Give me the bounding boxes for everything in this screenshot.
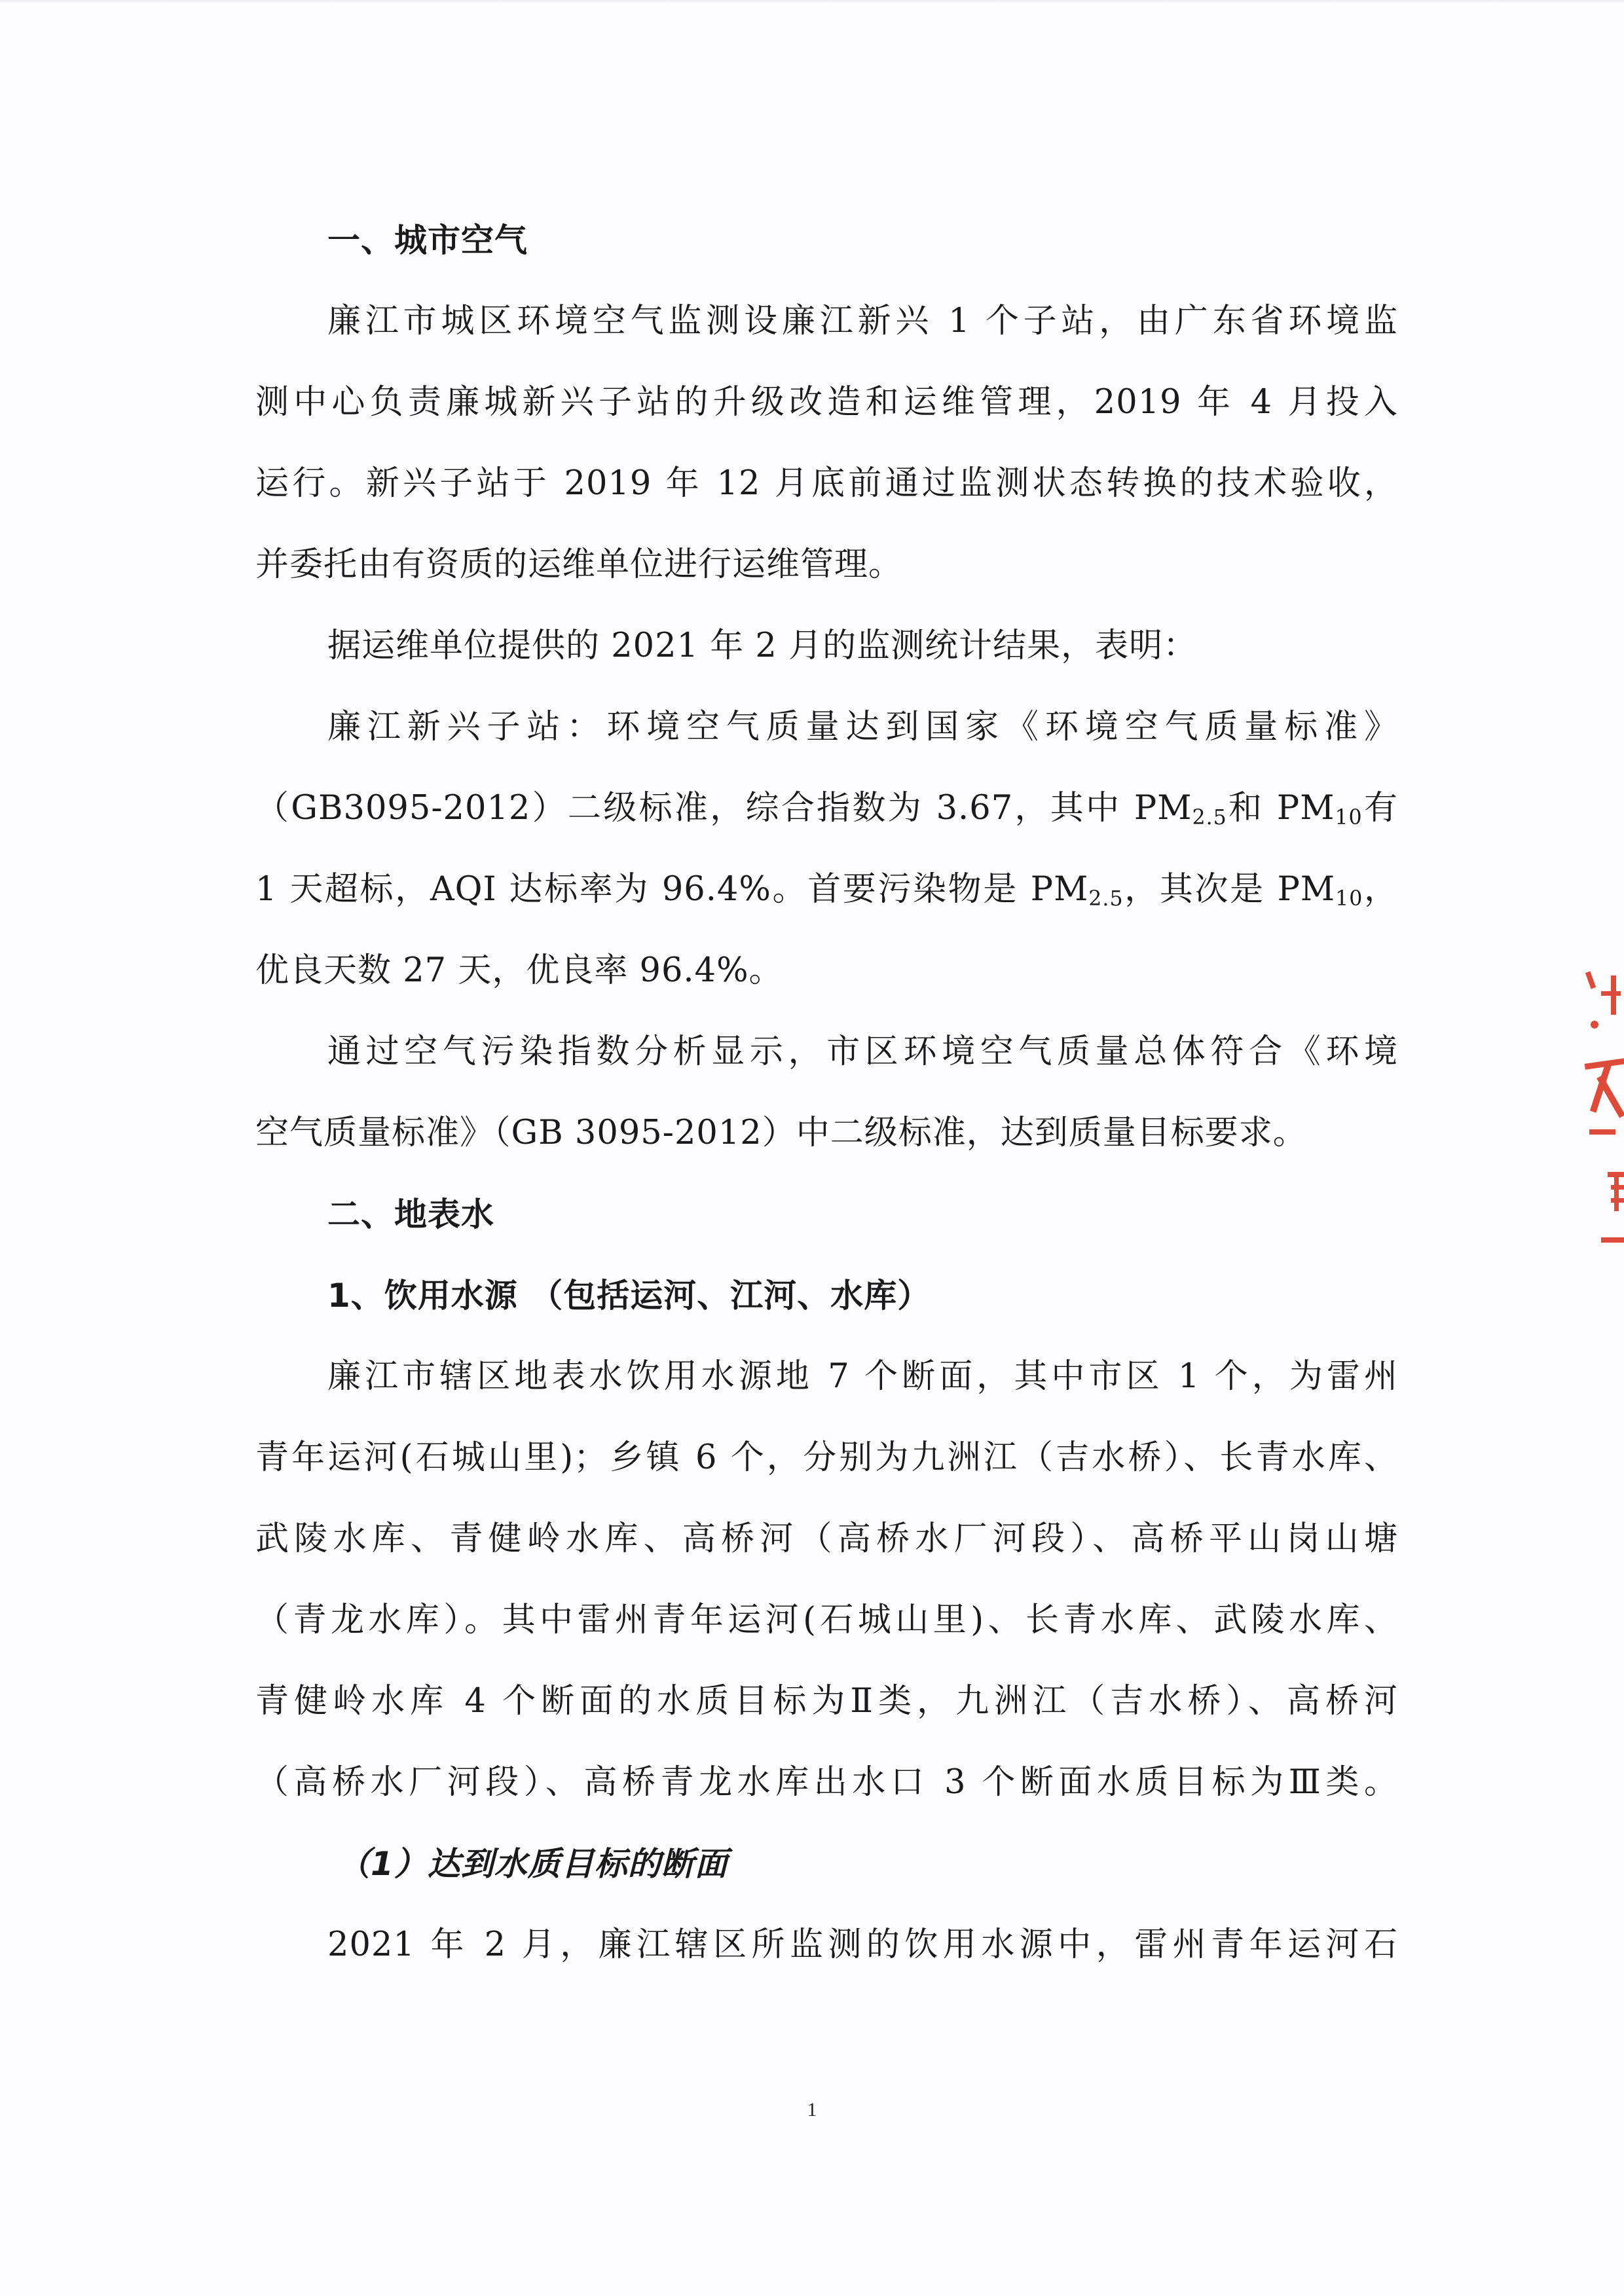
paragraph-line: （青龙水库）。其中雷州青年运河(石城山里)、长青水库、武陵水库、 bbox=[255, 1601, 1398, 1639]
paragraph-line: 廉江市辖区地表水饮用水源地 7 个断面，其中市区 1 个，为雷州 bbox=[327, 1357, 1398, 1396]
paragraph-line: 通过空气污染指数分析显示，市区环境空气质量总体符合《环境 bbox=[327, 1032, 1398, 1071]
paragraph-line: （高桥水厂河段）、高桥青龙水库出水口 3 个断面水质目标为Ⅲ类。 bbox=[255, 1763, 1398, 1802]
paragraph-line: 廉江市城区环境空气监测设廉江新兴 1 个子站，由广东省环境监 bbox=[327, 302, 1398, 340]
section-heading-city-air: 一、城市空气 bbox=[327, 221, 528, 259]
paragraph-line: 廉江新兴子站：环境空气质量达到国家《环境空气质量标准》 bbox=[327, 708, 1398, 746]
text-span: 有 bbox=[1362, 789, 1398, 828]
paragraph-line: 运行。新兴子站于 2019 年 12 月底前通过监测状态转换的技术验收， bbox=[255, 464, 1398, 503]
text-span: ，其次是 PM bbox=[1123, 870, 1336, 909]
subscript-pm25: 2.5 bbox=[1192, 805, 1227, 829]
paragraph-line: 测中心负责廉城新兴子站的升级改造和运维管理，2019 年 4 月投入 bbox=[255, 383, 1398, 422]
document-body bbox=[255, 200, 1398, 1986]
paragraph-line: 据运维单位提供的 2021 年 2 月的监测统计结果，表明： bbox=[327, 627, 1198, 665]
paragraph-line: 武陵水库、青健岭水库、高桥河（高桥水厂河段）、高桥平山岗山塘 bbox=[255, 1520, 1398, 1558]
text-span: （GB3095-2012）二级标准，综合指数为 3.67，其中 PM bbox=[255, 789, 1192, 828]
paragraph-line: 2021 年 2 月，廉江辖区所监测的饮用水源中，雷州青年运河石 bbox=[327, 1925, 1398, 1964]
text-span: ， bbox=[1363, 870, 1398, 909]
text-span: 和 PM bbox=[1227, 789, 1335, 828]
paragraph-line: 优良天数 27 天，优良率 96.4%。 bbox=[255, 951, 783, 990]
paragraph-line-pm bbox=[255, 768, 1398, 849]
subscript-pm10: 10 bbox=[1335, 805, 1363, 829]
paragraph-line: 青健岭水库 4 个断面的水质目标为Ⅱ类，九洲江（吉水桥）、高桥河 bbox=[255, 1682, 1398, 1721]
sub-subsection-heading: （1）达到水质目标的断面 bbox=[337, 1845, 728, 1883]
red-seal-stamp bbox=[1575, 962, 1624, 1277]
section-heading-surface-water: 二、地表水 bbox=[327, 1195, 494, 1233]
paragraph-line: 青年运河(石城山里)；乡镇 6 个，分别为九洲江（吉水桥）、长青水库、 bbox=[255, 1438, 1398, 1477]
subsection-heading-drinking-water: 1、饮用水源 （包括运河、江河、水库） bbox=[327, 1277, 931, 1315]
paragraph-line: 并委托由有资质的运维单位进行运维管理。 bbox=[255, 545, 903, 584]
paragraph-line-pm bbox=[255, 849, 1398, 930]
subscript-pm25: 2.5 bbox=[1088, 886, 1124, 911]
paragraph-line: 空气质量标准》（GB 3095-2012）中二级标准，达到质量目标要求。 bbox=[255, 1114, 1307, 1152]
page-number: 1 bbox=[807, 2099, 817, 2121]
text-span: 1 天超标，AQI 达标率为 96.4%。首要污染物是 PM bbox=[255, 870, 1089, 909]
scan-edge bbox=[0, 0, 1624, 3]
subscript-pm10: 10 bbox=[1335, 886, 1363, 911]
